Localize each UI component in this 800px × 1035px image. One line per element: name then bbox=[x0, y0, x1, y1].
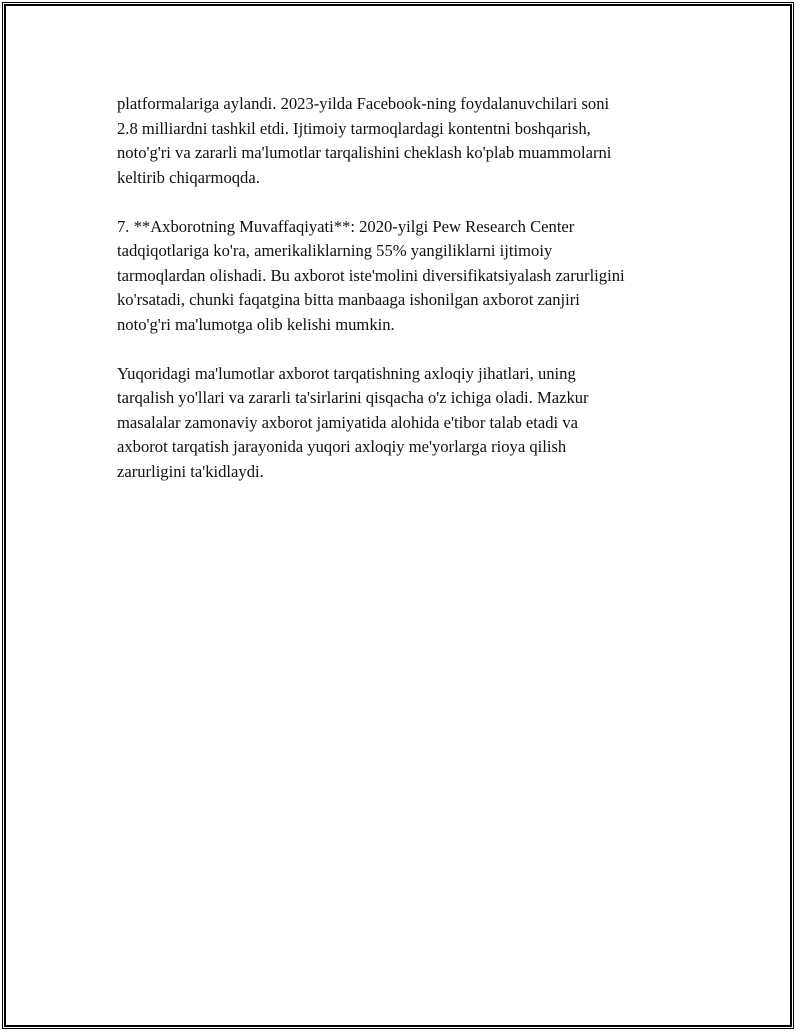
text-line: masalalar zamonaviy axborot jamiyatida alohida e'tibor talab etadi va bbox=[117, 412, 578, 432]
paragraph-social-platforms bbox=[117, 92, 697, 190]
text-line: 7. **Axborotning Muvaffaqiyati**: 2020-yilgi Pew Research Center bbox=[117, 216, 575, 236]
text-line: noto'g'ri va zararli ma'lumotlar tarqalishini cheklash ko'plab muammolarni bbox=[117, 143, 612, 162]
text-line: platformalariga aylandi. 2023-yilda Facebook-ning foydalanuvchilari soni bbox=[117, 94, 610, 113]
text-line: zarurligini ta'kidlaydi. bbox=[117, 461, 264, 481]
text-line: tarqalish yo'llari va zararli ta'sirlarini qisqacha o'z ichiga oladi. Mazkur bbox=[117, 388, 589, 407]
paragraph-conclusion bbox=[117, 362, 697, 485]
text-line: tarmoqlardan olishadi. Bu axborot iste'molini diversifikatsiyalash zarurligini bbox=[117, 265, 625, 285]
paragraph-information-success bbox=[117, 215, 697, 338]
text-line: Yuqoridagi ma'lumotlar axborot tarqatishning axloqiy jihatlari, uning bbox=[117, 363, 576, 383]
text-line: tadqiqotlariga ko'ra, amerikaliklarning 55% yangiliklarni ijtimoiy bbox=[117, 241, 553, 260]
text-line: 2.8 milliardni tashkil etdi. Ijtimoiy tarmoqlardagi kontentni boshqarish, bbox=[117, 118, 591, 138]
text-line: noto'g'ri ma'lumotga olib kelishi mumkin. bbox=[117, 314, 395, 334]
document-body bbox=[117, 92, 697, 509]
text-line: keltirib chiqarmoqda. bbox=[117, 167, 260, 187]
text-line: ko'rsatadi, chunki faqatgina bitta manbaaga ishonilgan axborot zanjiri bbox=[117, 290, 580, 309]
text-line: axborot tarqatish jarayonida yuqori axloqiy me'yorlarga rioya qilish bbox=[117, 437, 567, 456]
